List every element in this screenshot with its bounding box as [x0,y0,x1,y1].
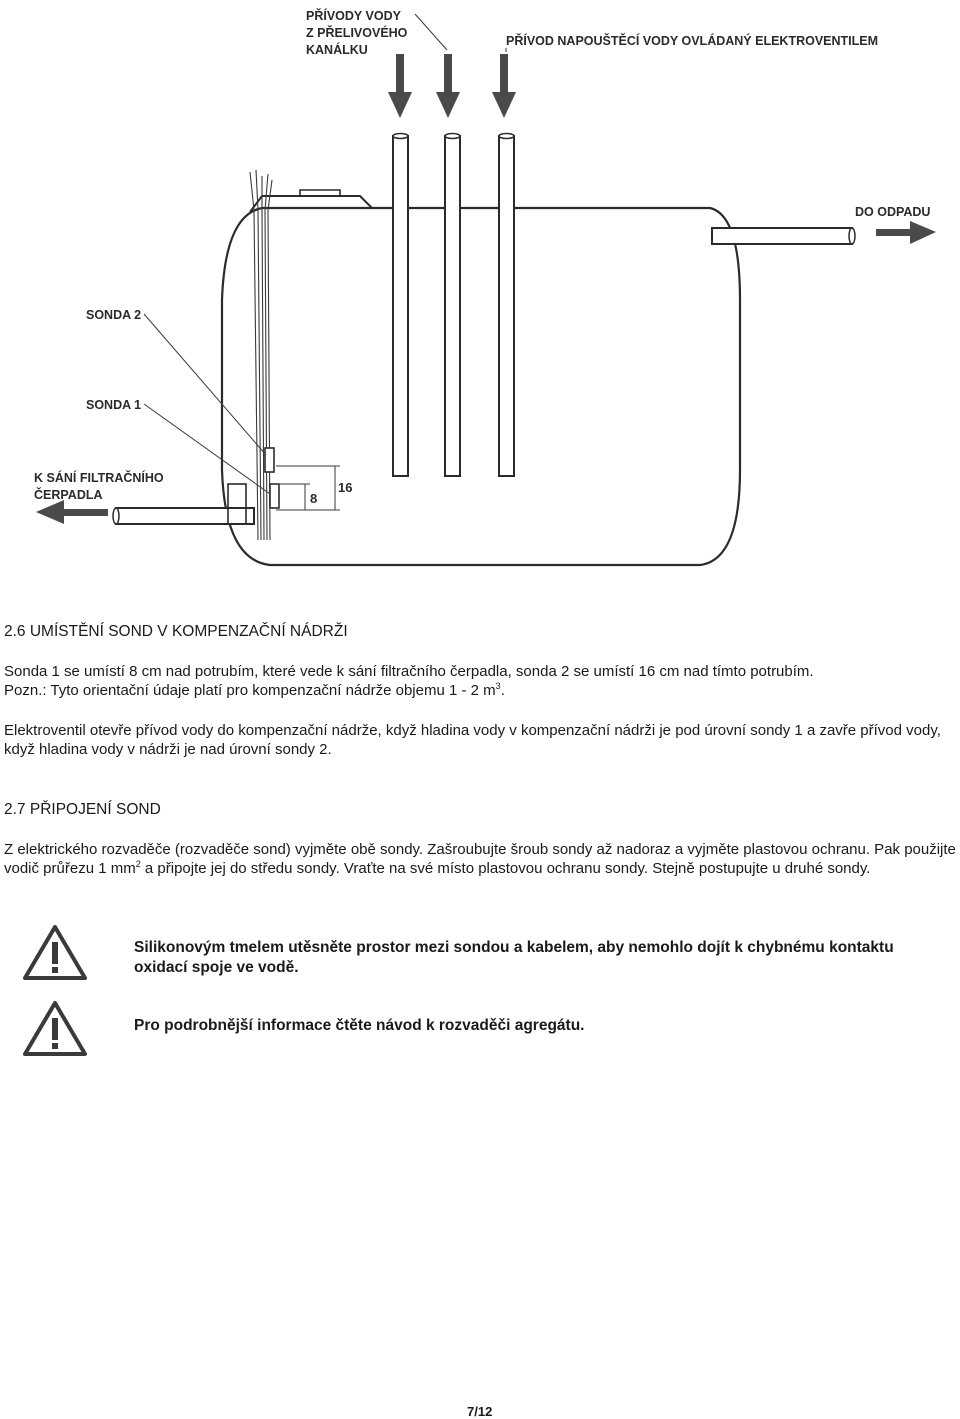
warning-triangle-icon [22,924,88,982]
label-inlet-overflow-1: PŘÍVODY VODY [306,9,401,23]
drain-pipe [712,228,855,244]
label-probe-2: SONDA 2 [86,308,142,322]
label-inlet-valve: PŘÍVOD NAPOUŠTĚCÍ VODY OVLÁDANÝ ELEKTROVENTILEM [506,34,879,48]
section-2-6-paragraph2: Elektroventil otevře přívod vody do kompenzační nádrže, když hladina vody v kompenzační nádrži je pod úrovní sondy 1 a zavře přívod vody, když hladina vody v nádrži je nad úrovní sondy 2. [4,722,941,758]
dimension-8: 8 [310,491,318,506]
arrow-down-icon [492,54,516,118]
section-2-7-heading: 2.7 PŘIPOJENÍ SOND [4,801,161,818]
arrow-right-icon [876,221,936,244]
label-inlet-overflow-3: KANÁLKU [306,43,368,57]
probe-2-electrode [265,448,274,472]
label-inlet-overflow-2: Z PŘELIVOVÉHO [306,26,408,40]
arrow-left-icon [36,500,108,524]
valve-inlet-pipe [499,134,514,477]
dimension-16: 16 [338,480,353,495]
label-pump-suction-2: ČERPADLA [34,488,103,502]
label-pump-suction-1: K SÁNÍ FILTRAČNÍHO [34,471,164,485]
pump-suction-pipe [113,508,254,524]
tank-diagram [0,0,960,590]
dimension-lines [276,466,340,510]
arrow-down-icon [436,54,460,118]
section-2-7-paragraph: Z elektrického rozvaděče (rozvaděče sond) vyjměte obě sondy. Zašroubujte šroub sondy až nadoraz a vyjměte plastovou ochranu. Pak použijte vodič průřezu 1 $mm^2$ a připojte jej do středu sondy. Vraťte na své místo plastovou ochranu sondy. Stejně postupujte u druhé sondy. [4,841,956,877]
arrow-down-icon [388,54,412,118]
warning-triangle-icon [22,1000,88,1058]
warning-text-1: Silikonovým tmelem utěsněte prostor mezi sondou a kabelem, aby nemohlo dojít k chybnému kontaktu oxidací spoje ve vodě. [134,939,894,976]
tank-body [222,208,740,565]
label-drain: DO ODPADU [855,205,931,219]
label-probe-1: SONDA 1 [86,398,142,412]
overflow-inlet-pipe-1 [393,134,408,477]
probe-1-electrode [270,484,279,508]
page-number: 7/12 [467,1404,493,1419]
probe-cables [250,170,272,540]
section-2-6-line1: Sonda 1 se umístí 8 cm nad potrubím, které vede k sání filtračního čerpadla, sonda 2 se umístí 16 cm nad tímto potrubím. [4,663,814,680]
overflow-inlet-pipe-2 [445,134,460,477]
section-2-6-heading: 2.6 UMÍSTĚNÍ SOND V KOMPENZAČNÍ NÁDRŽI [4,623,348,640]
warning-text-2: Pro podrobnější informace čtěte návod k rozvaděči agregátu. [134,1017,585,1034]
section-2-6-line2: Pozn.: Tyto orientační údaje platí pro kompenzační nádrže objemu 1 - 2 $m^3$. [4,681,505,699]
